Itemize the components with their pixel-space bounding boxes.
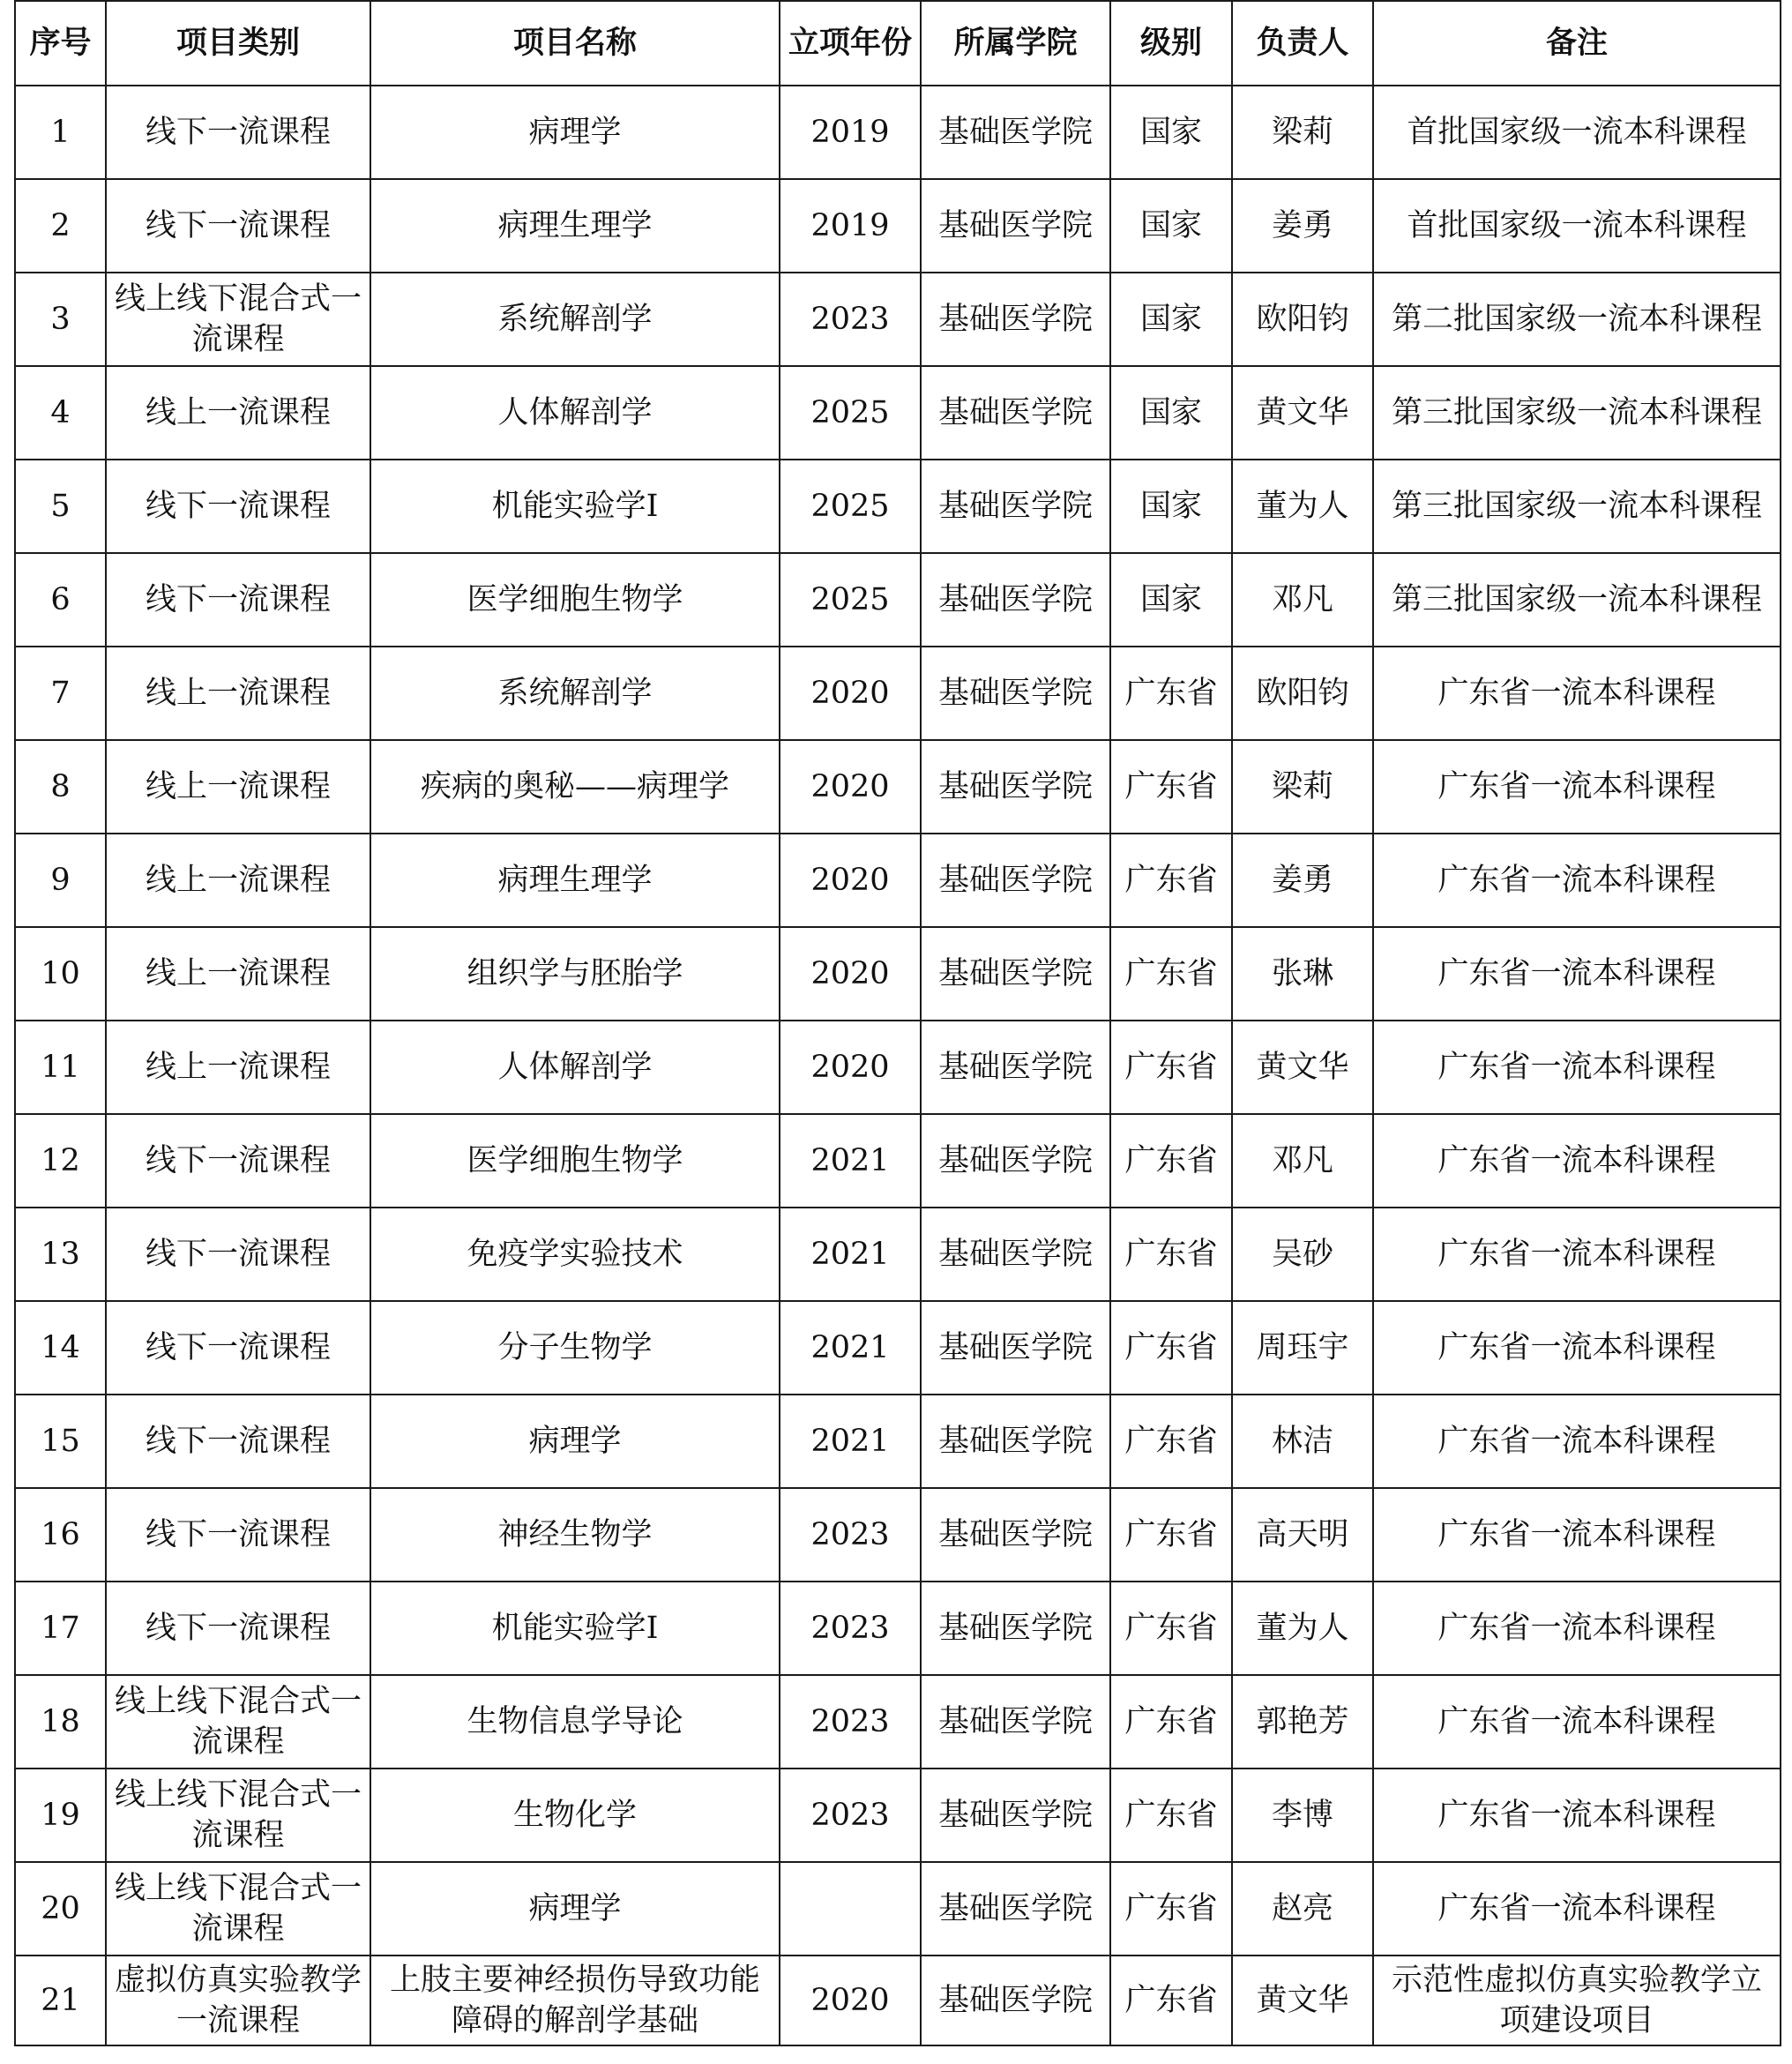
table-row	[15, 1675, 1781, 1769]
cell-no: 6	[15, 553, 106, 647]
header-level: 级别	[1110, 1, 1232, 86]
cell-college: 基础医学院	[921, 740, 1110, 834]
cell-year: 2021	[780, 1114, 921, 1208]
cell-leader: 张琳	[1232, 927, 1373, 1021]
table-row	[15, 1301, 1781, 1395]
table-row	[15, 553, 1781, 647]
cell-college: 基础医学院	[921, 179, 1110, 273]
cell-category: 线下一流课程	[106, 1582, 370, 1675]
cell-no: 11	[15, 1021, 106, 1114]
cell-category: 线下一流课程	[106, 460, 370, 553]
cell-college: 基础医学院	[921, 647, 1110, 740]
header-leader: 负责人	[1232, 1, 1373, 86]
cell-year: 2023	[780, 273, 921, 366]
cell-category: 线下一流课程	[106, 179, 370, 273]
cell-name: 医学细胞生物学	[370, 1114, 780, 1208]
cell-level: 广东省	[1110, 1488, 1232, 1582]
cell-name: 人体解剖学	[370, 1021, 780, 1114]
cell-level: 国家	[1110, 366, 1232, 460]
cell-level: 广东省	[1110, 740, 1232, 834]
cell-college: 基础医学院	[921, 1862, 1110, 1956]
table-row	[15, 1395, 1781, 1488]
cell-year: 2025	[780, 553, 921, 647]
table-header-row	[15, 1, 1781, 86]
cell-note: 首批国家级一流本科课程	[1373, 86, 1781, 179]
cell-level: 广东省	[1110, 1956, 1232, 2045]
cell-no: 3	[15, 273, 106, 366]
cell-leader: 欧阳钧	[1232, 647, 1373, 740]
cell-note: 广东省一流本科课程	[1373, 647, 1781, 740]
cell-name: 生物化学	[370, 1769, 780, 1862]
cell-category: 线下一流课程	[106, 86, 370, 179]
cell-category: 线下一流课程	[106, 1488, 370, 1582]
cell-name: 分子生物学	[370, 1301, 780, 1395]
table-row	[15, 1862, 1781, 1956]
cell-year: 2025	[780, 366, 921, 460]
cell-note: 首批国家级一流本科课程	[1373, 179, 1781, 273]
cell-level: 广东省	[1110, 1208, 1232, 1301]
cell-leader: 黄文华	[1232, 366, 1373, 460]
cell-year: 2020	[780, 1956, 921, 2045]
cell-college: 基础医学院	[921, 1582, 1110, 1675]
cell-category: 线上一流课程	[106, 647, 370, 740]
table-row	[15, 1956, 1781, 2045]
cell-college: 基础医学院	[921, 1769, 1110, 1862]
cell-name: 生物信息学导论	[370, 1675, 780, 1769]
cell-leader: 高天明	[1232, 1488, 1373, 1582]
cell-name: 神经生物学	[370, 1488, 780, 1582]
cell-no: 12	[15, 1114, 106, 1208]
cell-year: 2023	[780, 1488, 921, 1582]
cell-name: 病理生理学	[370, 834, 780, 927]
cell-leader: 周珏宇	[1232, 1301, 1373, 1395]
cell-name: 系统解剖学	[370, 273, 780, 366]
cell-year: 2023	[780, 1675, 921, 1769]
table-body	[15, 86, 1781, 2045]
cell-note: 广东省一流本科课程	[1373, 1488, 1781, 1582]
cell-note: 广东省一流本科课程	[1373, 927, 1781, 1021]
cell-category: 线下一流课程	[106, 1301, 370, 1395]
cell-name: 组织学与胚胎学	[370, 927, 780, 1021]
cell-note: 第二批国家级一流本科课程	[1373, 273, 1781, 366]
cell-level: 国家	[1110, 273, 1232, 366]
cell-level: 广东省	[1110, 1769, 1232, 1862]
cell-year: 2020	[780, 834, 921, 927]
cell-no: 15	[15, 1395, 106, 1488]
cell-college: 基础医学院	[921, 1675, 1110, 1769]
cell-level: 广东省	[1110, 647, 1232, 740]
cell-no: 8	[15, 740, 106, 834]
cell-leader: 姜勇	[1232, 834, 1373, 927]
cell-level: 广东省	[1110, 1675, 1232, 1769]
cell-note: 广东省一流本科课程	[1373, 1208, 1781, 1301]
cell-year: 2020	[780, 1021, 921, 1114]
cell-category: 线上一流课程	[106, 366, 370, 460]
cell-category: 线上线下混合式一流课程	[106, 1769, 370, 1862]
cell-level: 广东省	[1110, 1862, 1232, 1956]
cell-year: 2019	[780, 86, 921, 179]
cell-note: 广东省一流本科课程	[1373, 1114, 1781, 1208]
cell-no: 2	[15, 179, 106, 273]
cell-note: 示范性虚拟仿真实验教学立项建设项目	[1373, 1956, 1781, 2045]
cell-no: 18	[15, 1675, 106, 1769]
table-row	[15, 834, 1781, 927]
cell-leader: 吴砂	[1232, 1208, 1373, 1301]
cell-level: 广东省	[1110, 834, 1232, 927]
cell-leader: 邓凡	[1232, 553, 1373, 647]
cell-year	[780, 1862, 921, 1956]
header-college: 所属学院	[921, 1, 1110, 86]
cell-category: 线上线下混合式一流课程	[106, 273, 370, 366]
table-row	[15, 1114, 1781, 1208]
cell-leader: 董为人	[1232, 460, 1373, 553]
cell-level: 国家	[1110, 179, 1232, 273]
cell-note: 广东省一流本科课程	[1373, 740, 1781, 834]
table-row	[15, 460, 1781, 553]
cell-leader: 李博	[1232, 1769, 1373, 1862]
cell-leader: 董为人	[1232, 1582, 1373, 1675]
header-no: 序号	[15, 1, 106, 86]
cell-leader: 姜勇	[1232, 179, 1373, 273]
cell-level: 广东省	[1110, 1395, 1232, 1488]
cell-year: 2021	[780, 1395, 921, 1488]
cell-leader: 欧阳钧	[1232, 273, 1373, 366]
cell-note: 广东省一流本科课程	[1373, 1301, 1781, 1395]
cell-no: 7	[15, 647, 106, 740]
cell-college: 基础医学院	[921, 460, 1110, 553]
cell-leader: 黄文华	[1232, 1956, 1373, 2045]
cell-category: 线上一流课程	[106, 740, 370, 834]
cell-no: 9	[15, 834, 106, 927]
cell-note: 广东省一流本科课程	[1373, 834, 1781, 927]
cell-note: 第三批国家级一流本科课程	[1373, 553, 1781, 647]
cell-name: 免疫学实验技术	[370, 1208, 780, 1301]
header-year: 立项年份	[780, 1, 921, 86]
cell-note: 广东省一流本科课程	[1373, 1021, 1781, 1114]
cell-no: 10	[15, 927, 106, 1021]
cell-college: 基础医学院	[921, 273, 1110, 366]
table-row	[15, 1488, 1781, 1582]
cell-year: 2020	[780, 740, 921, 834]
cell-category: 线上线下混合式一流课程	[106, 1862, 370, 1956]
cell-note: 第三批国家级一流本科课程	[1373, 366, 1781, 460]
cell-no: 1	[15, 86, 106, 179]
cell-college: 基础医学院	[921, 1395, 1110, 1488]
cell-no: 16	[15, 1488, 106, 1582]
cell-college: 基础医学院	[921, 366, 1110, 460]
cell-level: 广东省	[1110, 927, 1232, 1021]
cell-level: 国家	[1110, 460, 1232, 553]
table-row	[15, 647, 1781, 740]
cell-category: 线上一流课程	[106, 927, 370, 1021]
cell-no: 20	[15, 1862, 106, 1956]
cell-leader: 梁莉	[1232, 86, 1373, 179]
header-category: 项目类别	[106, 1, 370, 86]
cell-note: 第三批国家级一流本科课程	[1373, 460, 1781, 553]
cell-no: 4	[15, 366, 106, 460]
cell-note: 广东省一流本科课程	[1373, 1582, 1781, 1675]
cell-category: 虚拟仿真实验教学一流课程	[106, 1956, 370, 2045]
cell-note: 广东省一流本科课程	[1373, 1769, 1781, 1862]
cell-name: 医学细胞生物学	[370, 553, 780, 647]
cell-year: 2023	[780, 1582, 921, 1675]
cell-note: 广东省一流本科课程	[1373, 1675, 1781, 1769]
cell-college: 基础医学院	[921, 1488, 1110, 1582]
cell-leader: 邓凡	[1232, 1114, 1373, 1208]
cell-no: 19	[15, 1769, 106, 1862]
cell-name: 病理学	[370, 86, 780, 179]
cell-leader: 赵亮	[1232, 1862, 1373, 1956]
cell-college: 基础医学院	[921, 1301, 1110, 1395]
cell-level: 国家	[1110, 86, 1232, 179]
table-row	[15, 927, 1781, 1021]
table-row	[15, 1208, 1781, 1301]
course-table-sheet	[14, 0, 1780, 2046]
cell-category: 线上一流课程	[106, 1021, 370, 1114]
cell-year: 2021	[780, 1301, 921, 1395]
cell-note: 广东省一流本科课程	[1373, 1395, 1781, 1488]
cell-year: 2021	[780, 1208, 921, 1301]
cell-leader: 黄文华	[1232, 1021, 1373, 1114]
table-row	[15, 740, 1781, 834]
cell-category: 线下一流课程	[106, 1395, 370, 1488]
cell-year: 2020	[780, 647, 921, 740]
table-row	[15, 179, 1781, 273]
cell-category: 线上线下混合式一流课程	[106, 1675, 370, 1769]
cell-college: 基础医学院	[921, 1021, 1110, 1114]
cell-name: 病理学	[370, 1395, 780, 1488]
table-row	[15, 1021, 1781, 1114]
cell-name: 人体解剖学	[370, 366, 780, 460]
cell-name: 机能实验学I	[370, 1582, 780, 1675]
cell-name: 病理生理学	[370, 179, 780, 273]
cell-name: 机能实验学I	[370, 460, 780, 553]
cell-leader: 林洁	[1232, 1395, 1373, 1488]
cell-leader: 梁莉	[1232, 740, 1373, 834]
table-row	[15, 86, 1781, 179]
table-row	[15, 1769, 1781, 1862]
cell-no: 5	[15, 460, 106, 553]
cell-no: 13	[15, 1208, 106, 1301]
cell-year: 2025	[780, 460, 921, 553]
cell-college: 基础医学院	[921, 1114, 1110, 1208]
cell-year: 2023	[780, 1769, 921, 1862]
cell-level: 广东省	[1110, 1301, 1232, 1395]
cell-note: 广东省一流本科课程	[1373, 1862, 1781, 1956]
header-note: 备注	[1373, 1, 1781, 86]
cell-college: 基础医学院	[921, 1956, 1110, 2045]
cell-category: 线下一流课程	[106, 1114, 370, 1208]
cell-level: 广东省	[1110, 1582, 1232, 1675]
cell-college: 基础医学院	[921, 834, 1110, 927]
cell-name: 疾病的奥秘——病理学	[370, 740, 780, 834]
cell-college: 基础医学院	[921, 927, 1110, 1021]
cell-no: 17	[15, 1582, 106, 1675]
cell-level: 广东省	[1110, 1114, 1232, 1208]
cell-college: 基础医学院	[921, 1208, 1110, 1301]
cell-leader: 郭艳芳	[1232, 1675, 1373, 1769]
cell-category: 线下一流课程	[106, 1208, 370, 1301]
cell-category: 线上一流课程	[106, 834, 370, 927]
cell-college: 基础医学院	[921, 553, 1110, 647]
cell-no: 21	[15, 1956, 106, 2045]
course-table	[14, 0, 1781, 2046]
cell-name: 上肢主要神经损伤导致功能障碍的解剖学基础	[370, 1956, 780, 2045]
cell-no: 14	[15, 1301, 106, 1395]
table-row	[15, 273, 1781, 366]
table-row	[15, 1582, 1781, 1675]
cell-level: 广东省	[1110, 1021, 1232, 1114]
cell-name: 病理学	[370, 1862, 780, 1956]
cell-category: 线下一流课程	[106, 553, 370, 647]
cell-year: 2020	[780, 927, 921, 1021]
cell-college: 基础医学院	[921, 86, 1110, 179]
header-name: 项目名称	[370, 1, 780, 86]
cell-name: 系统解剖学	[370, 647, 780, 740]
table-row	[15, 366, 1781, 460]
cell-year: 2019	[780, 179, 921, 273]
cell-level: 国家	[1110, 553, 1232, 647]
